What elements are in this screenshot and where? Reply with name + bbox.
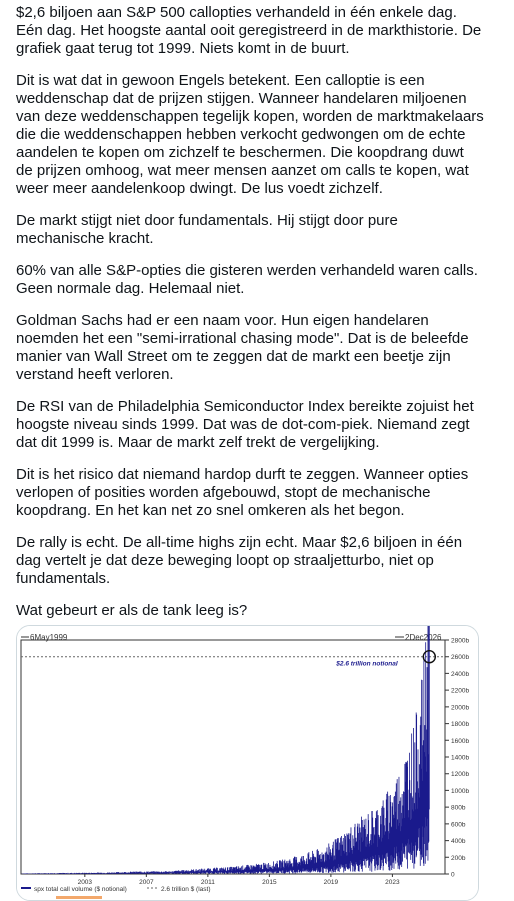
y-tick-label: 0 <box>451 871 455 879</box>
paragraph: Dit is wat dat in gewoon Engels betekent. Een calloptie is een weddenschap dat de prijzen stijgen. Wanneer handelaren miljoenen van deze weddenschappen tegelijk kopen, worden de marktmakelaars die die weddenschappen hebben verkocht gedwongen om de echte aandelen te kopen om zichzelf te beschermen. Die koopdrang duwt de prijzen omhoog, wat meer mensen aanzet om calls te kopen, wat weer meer aandelenkoop dwingt. De lus voedt zichzelf. <box>16 72 484 197</box>
x-tick-label: 2019 <box>323 879 339 886</box>
paragraph: $2,6 biljoen aan S&P 500 callopties verhandeld in één enkele dag. Eén dag. Het hoogste aantal ooit geregistreerd in de markthistorie. De grafiek gaat terug tot 1999. Niets komt in de buurt. <box>16 4 482 57</box>
y-tick-label: 1000b <box>451 787 470 795</box>
chart-image[interactable] <box>16 625 479 901</box>
paragraph: De rally is echt. De all-time highs zijn echt. Maar $2,6 biljoen in één dag vertelt je dat deze beweging loopt op straaljetturbo, niet op fundamentals. <box>16 534 463 587</box>
legend-series-label: spx total call volume ($ notional) <box>34 886 127 893</box>
x-tick-label: 2003 <box>77 879 93 886</box>
y-tick-label: 800b <box>451 804 466 812</box>
paragraph: De markt stijgt niet door fundamentals. Hij stijgt door pure mechanische kracht. <box>16 212 398 247</box>
y-tick-label: 2400b <box>451 670 470 678</box>
y-tick-label: 2000b <box>451 704 470 712</box>
paragraph: De RSI van de Philadelphia Semiconductor Index bereikte zojuist het hoogste niveau sinds 1999. Dat was de dot-com-piek. Niemand zegt dat dit 1999 is. Maar de markt zelf trekt de vergelijking. <box>16 398 474 451</box>
y-tick-label: 600b <box>451 821 466 829</box>
start-date-label: 6May1999 <box>30 633 68 642</box>
annotation-label: $2.6 trillion notional <box>336 660 398 668</box>
y-tick-label: 1200b <box>451 771 470 779</box>
y-tick-label: 200b <box>451 854 466 862</box>
call-volume-chart <box>17 626 478 900</box>
y-tick-label: 1400b <box>451 754 470 762</box>
y-tick-label: 2600b <box>451 654 470 662</box>
end-date-label: 2Dec2026 <box>405 633 442 642</box>
y-tick-label: 400b <box>451 838 466 846</box>
paragraph: Dit is het risico dat niemand hardop durft te zeggen. Wanneer opties verlopen of posities worden afgebouwd, stopt de mechanische koopdrang. En het kan net zo snel omkeren als het begon. <box>16 466 469 519</box>
x-tick-label: 2015 <box>262 879 277 886</box>
x-tick-label: 2007 <box>139 879 154 886</box>
x-tick-label: 2011 <box>200 879 215 886</box>
y-tick-label: 1800b <box>451 721 470 729</box>
paragraph: Goldman Sachs had er een naam voor. Hun eigen handelaren noemden het een "semi-irrational chasing mode". Dat is de beleefde manier van Wall Street om te zeggen dat de markt een beetje zijn verstand heeft verloren. <box>16 312 469 383</box>
y-tick-label: 1600b <box>451 737 470 745</box>
legend-ref-label: 2.6 trillion $ (last) <box>161 886 211 893</box>
paragraph: 60% van alle S&P-opties die gisteren werden verhandeld waren calls. Geen normale dag. Helemaal niet. <box>16 262 478 297</box>
y-tick-label: 2200b <box>451 687 470 695</box>
paragraph: Wat gebeurt er als de tank leeg is? <box>16 602 248 619</box>
x-tick-label: 2023 <box>385 879 400 886</box>
y-tick-label: 2800b <box>451 637 470 645</box>
